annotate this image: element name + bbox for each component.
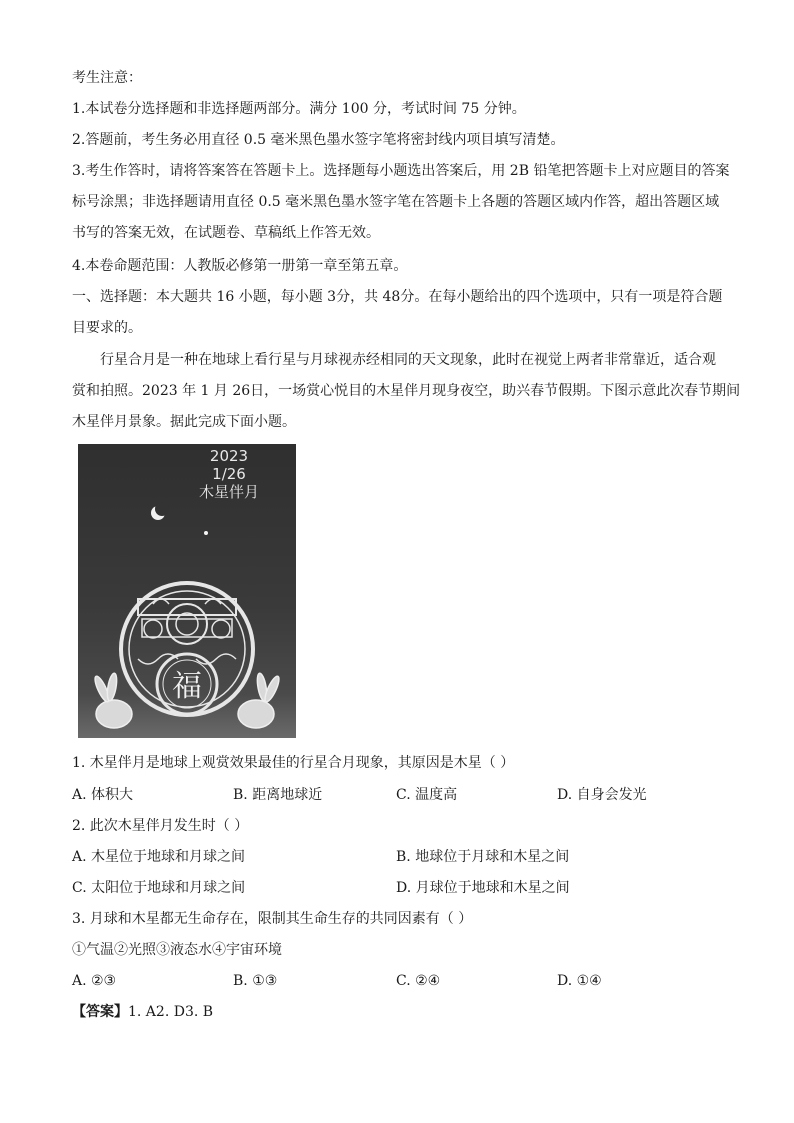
question-3-option-d: D. ①④ <box>557 973 602 989</box>
question-2-option-a: A. 木星位于地球和月球之间 <box>72 849 246 865</box>
section-header: 一、选择题：本大题共 16 小题，每小题 3分，共 48分。在每小题给出的四个选项中，只有一项是符合题 <box>72 289 723 305</box>
rabbit-left-icon <box>92 673 132 728</box>
question-1-stem: 1. 木星伴月是地球上观赏效果最佳的行星合月现象，其原因是木星（ ） <box>72 755 515 771</box>
question-2-option-c: C. 太阳位于地球和月球之间 <box>72 880 246 896</box>
fu-character: 福 <box>172 669 202 704</box>
question-3-option-c: C. ②④ <box>396 973 441 989</box>
figure-art <box>78 444 296 738</box>
notice-item-3-cont2: 书写的答案无效，在试题卷、草稿纸上作答无效。 <box>72 225 380 241</box>
notice-item-1: 1.本试卷分选择题和非选择题两部分。满分 100 分，考试时间 75 分钟。 <box>72 101 526 117</box>
question-1-option-c: C. 温度高 <box>396 787 458 803</box>
notice-item-3: 3.考生作答时，请将答案答在答题卡上。选择题每小题选出答案后，用 2B 铅笔把答题卡上对应题目的答案 <box>72 163 730 179</box>
passage-line-2: 赏和拍照。2023 年 1 月 26日，一场赏心悦目的木星伴月现身夜空，助兴春节假期。下图示意此次春节期间 <box>72 383 741 399</box>
question-3-option-a: A. ②③ <box>72 973 117 989</box>
question-3-stem: 3. 月球和木星都无生命存在，限制其生命生存的共同因素有（ ） <box>72 911 473 927</box>
figure-caption: 木星伴月 <box>198 483 259 501</box>
answer-line <box>72 1002 213 1022</box>
question-1-option-b: B. 距离地球近 <box>233 787 323 803</box>
figure-year: 2023 <box>209 447 249 465</box>
question-3-option-b: B. ①③ <box>233 973 278 989</box>
answer-tag: 【答案】 <box>72 1004 128 1020</box>
notice-title: 考生注意： <box>72 70 142 86</box>
question-1-option-d: D. 自身会发光 <box>557 787 647 803</box>
answer-text: 1. A2. D3. B <box>128 1004 214 1020</box>
passage-line-1: 行星合月是一种在地球上看行星与月球视赤经相同的天文现象，此时在视觉上两者非常靠近，适合观 <box>100 352 716 368</box>
question-2-option-b: B. 地球位于月球和木星之间 <box>396 849 570 865</box>
question-1-option-a: A. 体积大 <box>72 787 134 803</box>
question-3-sub: ①气温②光照③液态水④宇宙环境 <box>72 942 282 958</box>
notice-item-4: 4.本卷命题范围：人教版必修第一册第一章至第五章。 <box>72 258 408 274</box>
notice-item-2: 2.答题前，考生务必用直径 0.5 毫米黑色墨水签字笔将密封线内项目填写清楚。 <box>72 132 565 148</box>
jupiter-dot-icon <box>204 531 208 535</box>
passage-line-3: 木星伴月景象。据此完成下面小题。 <box>72 414 296 430</box>
question-2-option-d: D. 月球位于地球和木星之间 <box>396 880 570 896</box>
notice-item-3-cont: 标号涂黑；非选择题请用直径 0.5 毫米黑色墨水签字笔在答题卡上各题的答题区域内作答，超出答题区域 <box>72 194 720 210</box>
question-2-stem: 2. 此次木星伴月发生时（ ） <box>72 818 249 834</box>
section-header-cont: 目要求的。 <box>72 320 142 336</box>
crescent-moon-icon <box>151 502 169 520</box>
figure-date: 1/26 <box>212 465 246 483</box>
jupiter-moon-figure <box>78 444 296 738</box>
